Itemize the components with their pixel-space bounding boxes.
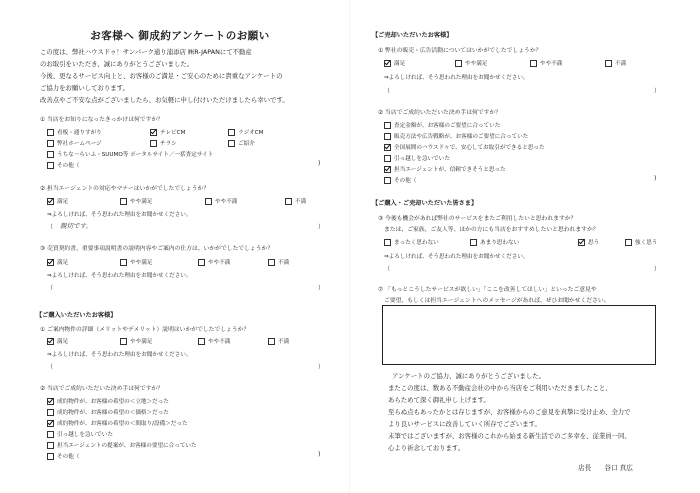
option-somewhat-satisfied[interactable] xyxy=(455,59,487,67)
option-label: 担当エージェントが、信頼できそうと思った xyxy=(394,167,506,173)
option-label: 満足 xyxy=(57,339,69,345)
option-think-so[interactable] xyxy=(578,238,599,246)
option-label: やや不満 xyxy=(540,61,563,67)
paren-close: ） xyxy=(654,266,661,273)
checkbox[interactable] xyxy=(470,239,477,246)
option-not-at-all[interactable] xyxy=(384,238,439,246)
paren-close: ) xyxy=(318,451,321,458)
option-label: 弊社ホームページ xyxy=(57,141,102,147)
option-somewhat-unsatisfied[interactable] xyxy=(205,197,237,205)
checkbox-checked[interactable] xyxy=(384,166,391,173)
option-unsatisfied[interactable] xyxy=(605,59,626,67)
option-agent-proposal[interactable] xyxy=(47,441,197,449)
checkbox[interactable] xyxy=(47,140,54,147)
intro-text xyxy=(40,46,340,106)
option-label: ラジオCM xyxy=(238,130,264,136)
option-label: 満足 xyxy=(57,199,69,205)
thanks-message xyxy=(388,370,688,454)
reason-prompt: ⇒よろしければ、そう思われた理由をお聞かせください。 xyxy=(47,212,192,218)
checkbox[interactable] xyxy=(205,198,212,205)
option-unsatisfied[interactable] xyxy=(268,337,289,345)
checkbox[interactable] xyxy=(268,259,275,266)
intro-line: 今後、更なるサービス向上と、お客様のご満足・ご安心のために貴重なアンケートの xyxy=(40,72,283,80)
comment-textbox[interactable] xyxy=(382,305,656,365)
option-label: テレビCM xyxy=(160,130,186,136)
option-label: 販売方法や広告戦略が、お客様のご要望に合っていた xyxy=(394,134,529,140)
checkbox[interactable] xyxy=(384,133,391,140)
option-label: 看板・通りすがり xyxy=(57,130,102,136)
option-label: 査定金額が、お客様のご要望に合っていた xyxy=(394,123,501,129)
checkbox[interactable] xyxy=(47,129,54,136)
thanks-line: またこの度は、数ある不動産会社の中から当店をご利用いただきましたこと、 xyxy=(388,384,612,392)
option-flyer[interactable] xyxy=(150,139,177,147)
checkbox[interactable] xyxy=(605,60,612,67)
checkbox[interactable] xyxy=(120,259,127,266)
option-portal-site[interactable] xyxy=(47,150,213,158)
option-label: 不満 xyxy=(615,61,627,67)
question-reuse: ③ 今後も機会があれば弊社のサービスをまたご利用したいと思われますか？ xyxy=(378,216,577,222)
option-label: 不満 xyxy=(295,199,307,205)
option-label: うちな～らいふ・SUUMO等 ポータルサイト／一括査定サイト xyxy=(57,152,214,158)
option-label: やや満足 xyxy=(465,61,488,67)
thanks-line: より良いサービスに改善していく所存でございます。 xyxy=(388,420,541,428)
paren-open: （ xyxy=(47,285,54,292)
option-label: やや不満 xyxy=(208,260,231,266)
page-title: お客様へ 御成約アンケートのお願い xyxy=(90,30,270,42)
option-label: 全国展開のハウスドゥで、安心してお取引ができると思った xyxy=(394,145,545,151)
option-other[interactable] xyxy=(384,176,416,184)
option-somewhat-unsatisfied[interactable] xyxy=(198,337,230,345)
option-price[interactable] xyxy=(47,408,169,416)
section-heading-sell: 【ご売却いただいたお客様】 xyxy=(372,32,453,39)
option-floorplan[interactable] xyxy=(47,419,188,427)
checkbox-checked[interactable] xyxy=(47,338,54,345)
option-somewhat-satisfied[interactable] xyxy=(120,337,152,345)
option-label: 満足 xyxy=(57,260,69,266)
option-label: 思う xyxy=(588,240,600,246)
question-deciding-factor-buy: ② 当店でご成約いただいた決め手は何ですか？ xyxy=(40,386,163,392)
manager-signature: 店長 谷口 真広 xyxy=(578,464,633,472)
option-label: まったく思わない xyxy=(394,240,439,246)
checkbox-checked[interactable] xyxy=(384,144,391,151)
paren-open: （ xyxy=(47,224,54,231)
option-label: 担当エージェントの提案が、お客様の要望に合っていた xyxy=(57,443,197,449)
paren-open: （ xyxy=(47,364,54,371)
question-property-explanation: ① ご案内物件の詳細（メリットやデメリット）説明はいかがでしたでしょうか？ xyxy=(40,327,250,333)
checkbox[interactable] xyxy=(228,140,235,147)
checkbox[interactable] xyxy=(530,60,537,67)
question-feedback-sub: ご要望、もしくは担当エージェントへのメッセージがあれば、ぜひお聞かせください。 xyxy=(384,298,610,304)
option-signboard[interactable] xyxy=(47,128,102,136)
option-nationwide[interactable] xyxy=(384,143,545,151)
checkbox[interactable] xyxy=(384,239,391,246)
page-divider xyxy=(349,0,350,493)
option-label: その他（ xyxy=(57,454,80,460)
option-label: やや満足 xyxy=(130,199,153,205)
paren-open: （ xyxy=(384,266,391,273)
paren-close: ) xyxy=(654,175,657,182)
checkbox[interactable] xyxy=(268,338,275,345)
option-location[interactable] xyxy=(47,397,169,405)
option-label: あまり思わない xyxy=(480,240,520,246)
question-reuse-sub: または、ご家族、ご友人等、ほかの方にも当店をおすすめしたいと思われますか？ xyxy=(384,227,599,233)
checkbox-checked[interactable] xyxy=(47,420,54,427)
reason-prompt: ⇒よろしければ、そう思われた理由をお聞かせください。 xyxy=(47,273,192,279)
option-other[interactable] xyxy=(47,452,79,460)
reason-prompt: ⇒よろしければ、そう思われた理由をお聞かせください。 xyxy=(384,75,529,81)
checkbox[interactable] xyxy=(47,453,54,460)
option-label: 成約物件が、お客様の希望の＜価格＞だった xyxy=(57,410,169,416)
checkbox-checked[interactable] xyxy=(384,60,391,67)
option-somewhat-unsatisfied[interactable] xyxy=(198,258,230,266)
intro-line: ご協力をお願いしております。 xyxy=(40,84,129,92)
thanks-line: 至らぬ点もあったかとは存じますが、お客様からのご意見を真摯に受け止め、全力で xyxy=(388,408,631,416)
option-referral[interactable] xyxy=(228,139,255,147)
option-label: チラシ xyxy=(160,141,177,147)
paren-close: ） xyxy=(318,285,325,292)
checkbox[interactable] xyxy=(47,409,54,416)
checkbox-checked[interactable] xyxy=(150,129,157,136)
intro-line: この度は、弊社ハウスドゥ！サンパーク通り浦添店 ㈱R-JAPANにて不動産 xyxy=(40,48,252,56)
option-label: 不満 xyxy=(278,260,290,266)
option-somewhat-satisfied[interactable] xyxy=(120,197,152,205)
option-label: 成約物件が、お客様の希望の＜間取り/設備＞だった xyxy=(57,421,188,427)
option-satisfied[interactable] xyxy=(384,59,405,67)
checkbox-checked[interactable] xyxy=(578,239,585,246)
option-label: 不満 xyxy=(278,339,290,345)
option-unsatisfied[interactable] xyxy=(285,197,306,205)
option-radio-cm[interactable] xyxy=(228,128,264,136)
section-heading-all: 【ご購入・ご売却いただいた皆さま】 xyxy=(372,200,478,207)
option-label: やや満足 xyxy=(130,260,153,266)
option-tv-cm[interactable] xyxy=(150,128,185,136)
question-contract-explanation: ③ 売買契約書、重要事項説明書の説明内容やご案内の仕方は、いかがでしたでしょうか？ xyxy=(40,246,274,252)
checkbox[interactable] xyxy=(47,151,54,158)
checkbox[interactable] xyxy=(228,129,235,136)
option-label: 強く思う xyxy=(635,240,658,246)
thanks-line: アンケートのご協力、誠にありがとうございました。 xyxy=(392,372,545,380)
option-label: やや不満 xyxy=(208,339,231,345)
checkbox[interactable] xyxy=(198,259,205,266)
question-agent-manner: ② 担当エージェントの対応やマナーはいかがでしたでしょうか？ xyxy=(40,186,210,192)
section-heading-buy: 【ご購入いただいたお客様】 xyxy=(36,312,117,319)
option-label: その他（ xyxy=(394,178,417,184)
option-label: 成約物件が、お客様の希望の＜立地＞だった xyxy=(57,399,169,405)
checkbox-checked[interactable] xyxy=(47,259,54,266)
checkbox[interactable] xyxy=(120,198,127,205)
checkbox[interactable] xyxy=(384,155,391,162)
checkbox[interactable] xyxy=(455,60,462,67)
question-feedback: ⑦ 「もっとこうしたサービスが欲しい」「ここを改善してほしい」といったご意見や xyxy=(378,287,597,293)
option-unsatisfied[interactable] xyxy=(268,258,289,266)
checkbox[interactable] xyxy=(285,198,292,205)
checkbox-checked[interactable] xyxy=(47,398,54,405)
checkbox[interactable] xyxy=(120,338,127,345)
option-moving-hurry[interactable] xyxy=(47,430,113,438)
checkbox-checked[interactable] xyxy=(47,198,54,205)
option-label: 満足 xyxy=(394,61,406,67)
checkbox[interactable] xyxy=(47,442,54,449)
option-label: ご紹介 xyxy=(238,141,255,147)
question-deciding-factor-sell: ② 当店でご成約いただいた決め手は何ですか？ xyxy=(378,110,501,116)
option-label: 引っ越しを急いでいた xyxy=(57,432,113,438)
checkbox[interactable] xyxy=(198,338,205,345)
handwritten-answer[interactable]: 親切です。 xyxy=(60,222,92,230)
thanks-line: 末筆ではございますが、お客様のこれから始まる新生活でのご多幸を、従業員一同、 xyxy=(388,432,631,440)
paren-close: ） xyxy=(318,224,325,231)
paren-close: ） xyxy=(654,88,661,95)
question-sales-activity: ① 弊社の販売・広告活動についてはいかがでしたでしょうか？ xyxy=(378,48,542,54)
option-label: やや不満 xyxy=(215,199,238,205)
option-label: やや満足 xyxy=(130,339,153,345)
checkbox[interactable] xyxy=(150,140,157,147)
option-label: その他（ xyxy=(57,163,80,169)
question-how-found: ① 当店をお知りになったきっかけは何ですか？ xyxy=(40,117,163,123)
reason-prompt: ⇒よろしければ、そう思われた理由をお聞かせください。 xyxy=(47,352,192,358)
checkbox[interactable] xyxy=(384,177,391,184)
option-moving-hurry[interactable] xyxy=(384,154,450,162)
checkbox[interactable] xyxy=(384,122,391,129)
paren-close: ） xyxy=(318,364,325,371)
option-trust-agent[interactable] xyxy=(384,165,506,173)
reason-prompt: ⇒よろしければ、そう思われた理由をお聞かせください。 xyxy=(384,254,529,260)
thanks-line: 心より祈念しております。 xyxy=(388,444,465,452)
intro-line: 改善点やご不安な点がございましたら、お気軽に申し付けいただけましたら幸いです。 xyxy=(40,96,289,104)
checkbox[interactable] xyxy=(47,431,54,438)
option-satisfied[interactable] xyxy=(47,258,68,266)
option-somewhat-satisfied[interactable] xyxy=(120,258,152,266)
option-not-really[interactable] xyxy=(470,238,519,246)
checkbox[interactable] xyxy=(625,239,632,246)
option-label: 引っ越しを急いでいた xyxy=(394,156,450,162)
option-sales-method[interactable] xyxy=(384,132,528,140)
checkbox[interactable] xyxy=(47,162,54,169)
intro-line: のお取引をいただき、誠にありがとうございました。 xyxy=(40,60,194,68)
option-somewhat-unsatisfied[interactable] xyxy=(530,59,562,67)
option-satisfied[interactable] xyxy=(47,337,68,345)
option-other[interactable] xyxy=(47,161,79,169)
paren-close: ) xyxy=(318,160,321,167)
thanks-line: あらためて深く御礼申し上げます。 xyxy=(388,396,490,404)
paren-open: （ xyxy=(384,88,391,95)
option-strongly[interactable] xyxy=(625,238,657,246)
option-satisfied[interactable] xyxy=(47,197,68,205)
option-assessment-price[interactable] xyxy=(384,121,500,129)
option-homepage[interactable] xyxy=(47,139,102,147)
